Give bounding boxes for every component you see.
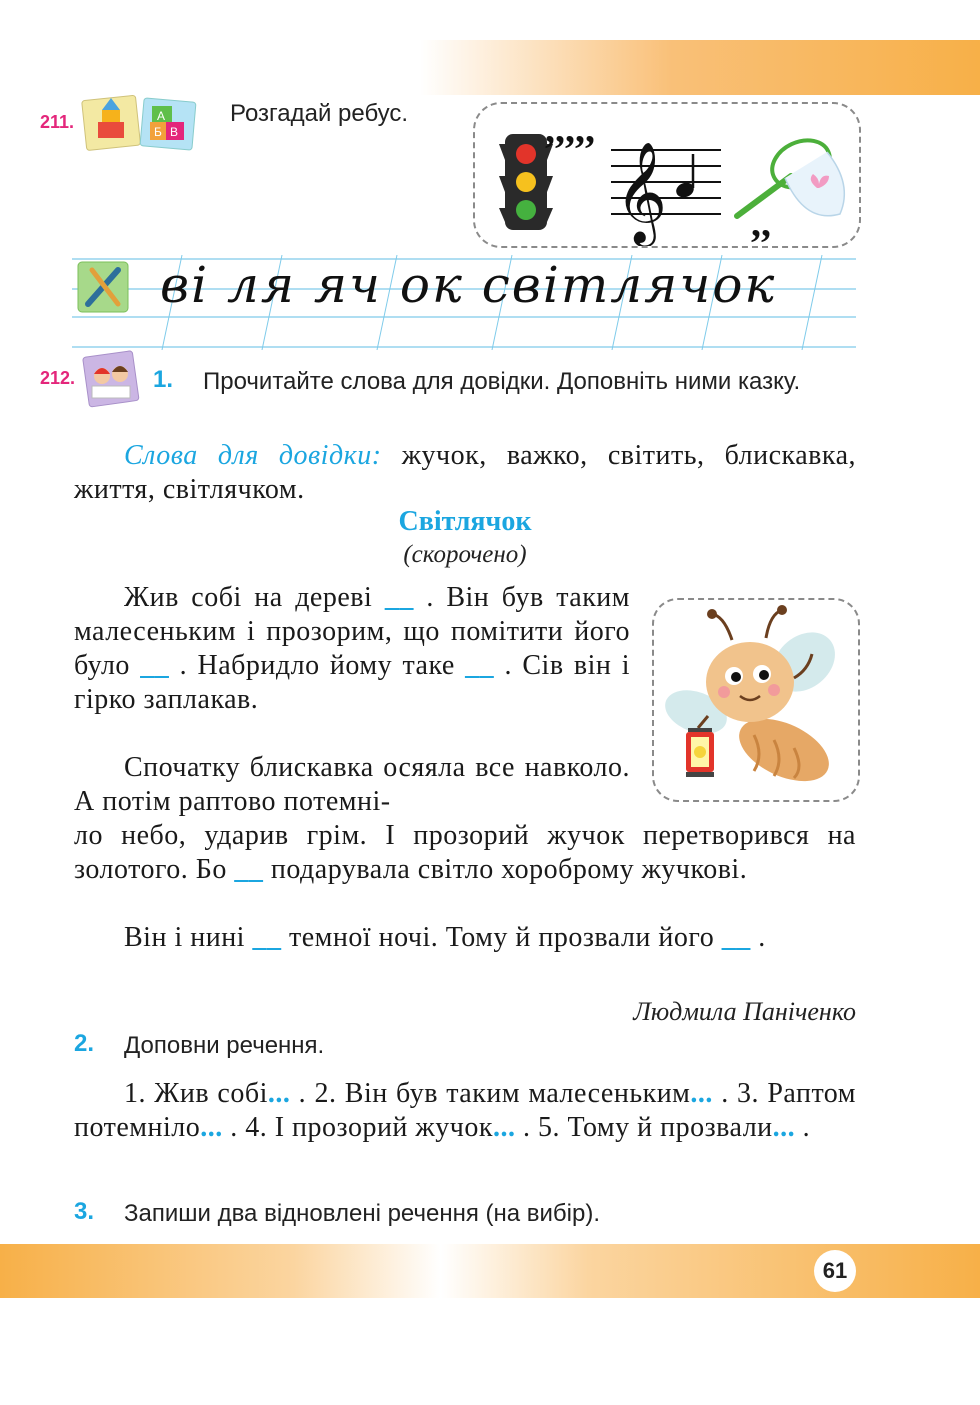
step-2-text: Доповни речення.	[124, 1032, 325, 1059]
toy-blocks-icon	[80, 92, 198, 152]
blank-3: __	[465, 650, 495, 681]
step-2-number: 2.	[74, 1030, 95, 1057]
svg-text:Б: Б	[154, 125, 162, 139]
dots-3: ...	[200, 1112, 223, 1143]
dots-4: ...	[492, 1112, 516, 1143]
sentence-1: 1. Жив собі	[124, 1078, 268, 1109]
comma-mark: ,,	[751, 200, 771, 245]
page-number: 61	[814, 1250, 856, 1292]
story-paragraph-1	[74, 581, 630, 717]
reference-list: жучок, важко, світить, блискавка, життя, світлячком.	[74, 440, 856, 505]
step-1-text: Прочитайте слова для довідки. Доповніть ними казку.	[203, 368, 801, 395]
step-3-number: 3.	[74, 1198, 95, 1225]
reference-words	[74, 439, 856, 507]
story-subtitle: (скорочено)	[403, 541, 527, 568]
step-1-number: 1.	[153, 366, 174, 393]
firefly-illustration	[654, 600, 858, 800]
dots-5: ...	[772, 1112, 796, 1143]
exercise-211-number: 211.	[40, 112, 75, 132]
sentence-2: . 2. Він був таким малесеньким	[290, 1078, 691, 1109]
restore-sentences	[74, 1077, 856, 1145]
rebus-box	[473, 102, 861, 248]
story-paragraph-2-end	[74, 819, 856, 887]
story-author: Людмила Паніченко	[633, 997, 856, 1026]
top-decorative-band	[420, 40, 980, 95]
p1-text-d: . Сів він і гірко заплакав.	[74, 650, 631, 715]
exercise-212-number: 212.	[40, 368, 76, 388]
commas-mark: ,,,,,	[545, 106, 595, 151]
story-paragraph-3	[74, 921, 856, 955]
reference-label: Слова для довідки:	[124, 440, 382, 471]
blank-2: __	[140, 650, 170, 681]
pencil-icon	[74, 258, 132, 316]
step-3-text: Запиши два відновлені речення (на вибір).	[124, 1200, 600, 1227]
blank-5: __	[252, 922, 282, 953]
story-paragraph-2-start: Спочатку блискавка осяяла все навколо. А потім раптово потемні-	[74, 752, 630, 817]
p3-text-b: темної ночі. Тому й прозвали його	[281, 922, 722, 953]
sentence-end: .	[795, 1112, 811, 1143]
copybook-handwriting: ві ля яч ок світлячок	[160, 256, 777, 314]
treble-clef-icon	[611, 140, 721, 246]
firefly-illustration-box	[652, 598, 860, 802]
story-title: Світлячок	[398, 506, 532, 537]
p1-text-c: . Набридло йому таке	[169, 650, 466, 681]
p2-text-b: ло небо, ударив грім. І прозорий жучок перетворився на золотого. Бо	[74, 820, 856, 885]
sentence-5: . 5. Тому й прозвали	[515, 1112, 773, 1143]
blank-1: __	[384, 582, 414, 613]
svg-text:В: В	[170, 125, 179, 139]
p1-text-b: . Він був таким малесеньким і прозорим, що помітити його було	[74, 582, 631, 681]
p3-text-c: .	[750, 922, 766, 953]
sentence-4: . 4. І прозорий жучок	[222, 1112, 493, 1143]
dots-2: ...	[690, 1078, 713, 1109]
svg-text:𝄞: 𝄞	[615, 140, 668, 243]
blank-4: __	[234, 854, 264, 885]
dots-1: ...	[267, 1078, 291, 1109]
blank-6: __	[721, 922, 751, 953]
sentence-3: . 3. Раптом потемніло	[74, 1078, 856, 1143]
p1-text-a: Жив собі на дереві	[124, 582, 385, 613]
p2-text-c: подарувала світло хороброму жучкові.	[263, 854, 748, 885]
children-book-icon	[80, 350, 140, 410]
exercise-211-instruction: Розгадай ребус.	[230, 100, 409, 127]
svg-text:А: А	[157, 109, 166, 123]
p3-text-a: Він і нині	[124, 922, 253, 953]
